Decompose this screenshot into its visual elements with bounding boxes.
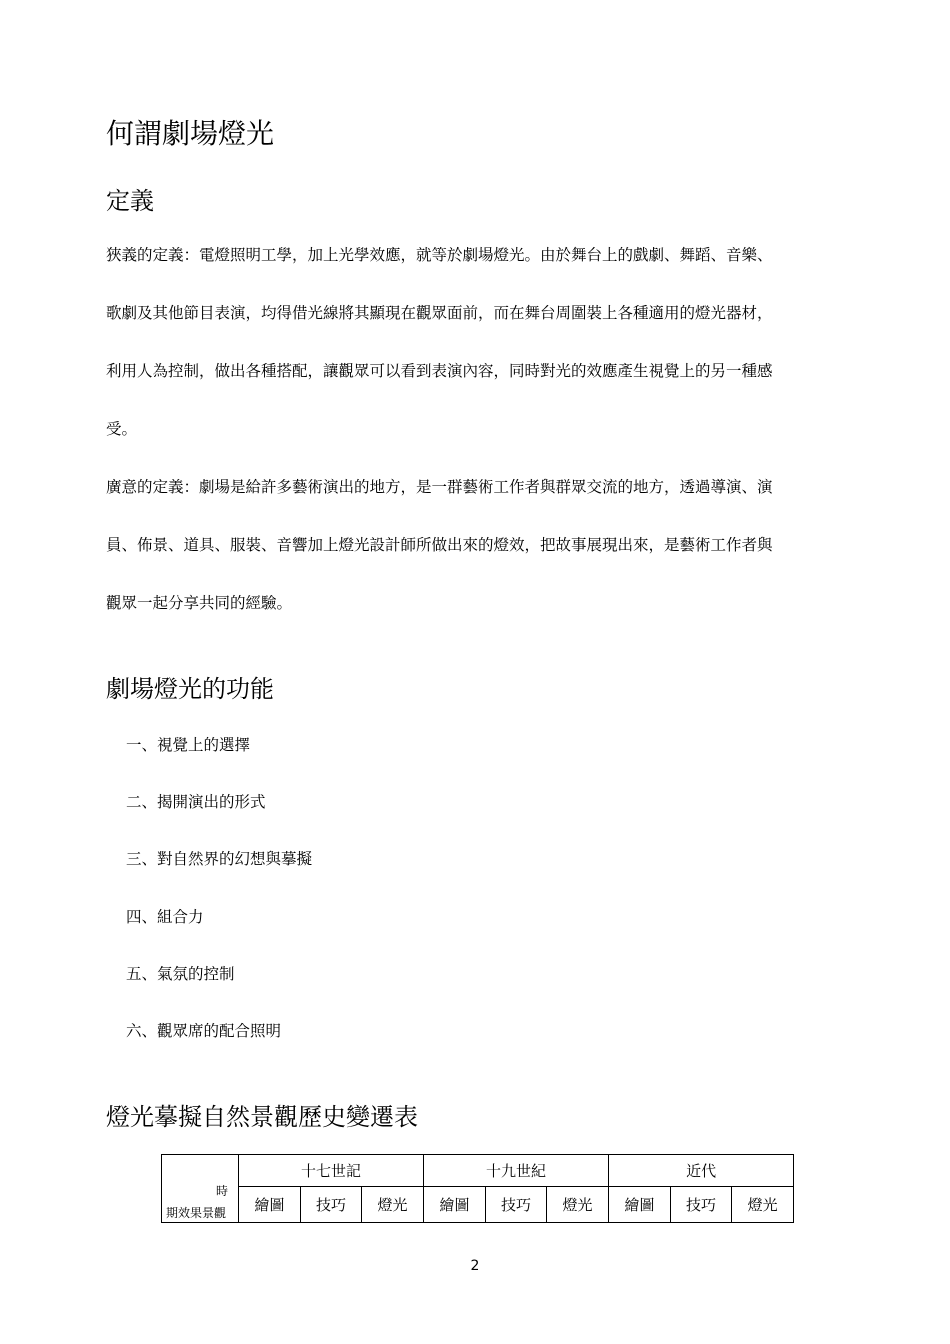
- table-corner-cell: [162, 1155, 239, 1223]
- sub-header-drawing: 繪圖: [239, 1187, 301, 1223]
- narrow-definition-line: 狹義的定義：電燈照明工學，加上光學效應，就等於劇場燈光。由於舞台上的戲劇、舞蹈、音樂、: [106, 246, 773, 264]
- broad-definition-line: 觀眾一起分享共同的經驗。: [106, 594, 293, 612]
- corner-label-effect: 期效果景觀: [166, 1206, 227, 1220]
- corner-label-period: 時: [215, 1184, 228, 1198]
- narrow-definition-line: 受。: [106, 420, 138, 438]
- definition-heading: 定義: [106, 187, 154, 215]
- sub-header-lighting: 燈光: [732, 1187, 794, 1223]
- history-table: [161, 1154, 794, 1223]
- period-header-modern: 近代: [609, 1155, 794, 1187]
- broad-definition-line: 廣意的定義：劇場是給許多藝術演出的地方，是一群藝術工作者與群眾交流的地方，透過導演、演: [106, 478, 773, 496]
- function-item: 三、對自然界的幻想與摹擬: [126, 850, 313, 868]
- broad-definition-line: 員、佈景、道具、服裝、音響加上燈光設計師所做出來的燈效，把故事展現出來，是藝術工作者與: [106, 536, 773, 554]
- function-item: 六、觀眾席的配合照明: [126, 1022, 282, 1040]
- narrow-definition-line: 利用人為控制，做出各種搭配，讓觀眾可以看到表演內容，同時對光的效應產生視覺上的另一種感: [106, 362, 773, 380]
- sub-header-technique: 技巧: [671, 1187, 732, 1223]
- function-item: 一、視覺上的選擇: [126, 736, 251, 754]
- functions-heading: 劇場燈光的功能: [106, 675, 274, 703]
- sub-header-lighting: 燈光: [547, 1187, 609, 1223]
- history-table-heading: 燈光摹擬自然景觀歷史變遷表: [106, 1103, 418, 1131]
- page-title: 何謂劇場燈光: [106, 117, 275, 150]
- period-header-19th-century: 十九世紀: [424, 1155, 609, 1187]
- sub-header-drawing: 繪圖: [424, 1187, 486, 1223]
- function-item: 二、揭開演出的形式: [126, 793, 266, 811]
- function-item: 四、組合力: [126, 908, 204, 926]
- period-header-17th-century: 十七世記: [239, 1155, 424, 1187]
- function-item: 五、氣氛的控制: [126, 965, 235, 983]
- sub-header-drawing: 繪圖: [609, 1187, 671, 1223]
- page-number: 2: [470, 1258, 480, 1274]
- sub-header-technique: 技巧: [301, 1187, 362, 1223]
- sub-header-technique: 技巧: [486, 1187, 547, 1223]
- narrow-definition-line: 歌劇及其他節目表演，均得借光線將其顯現在觀眾面前，而在舞台周圍裝上各種適用的燈光器材，: [106, 304, 773, 322]
- sub-header-lighting: 燈光: [362, 1187, 424, 1223]
